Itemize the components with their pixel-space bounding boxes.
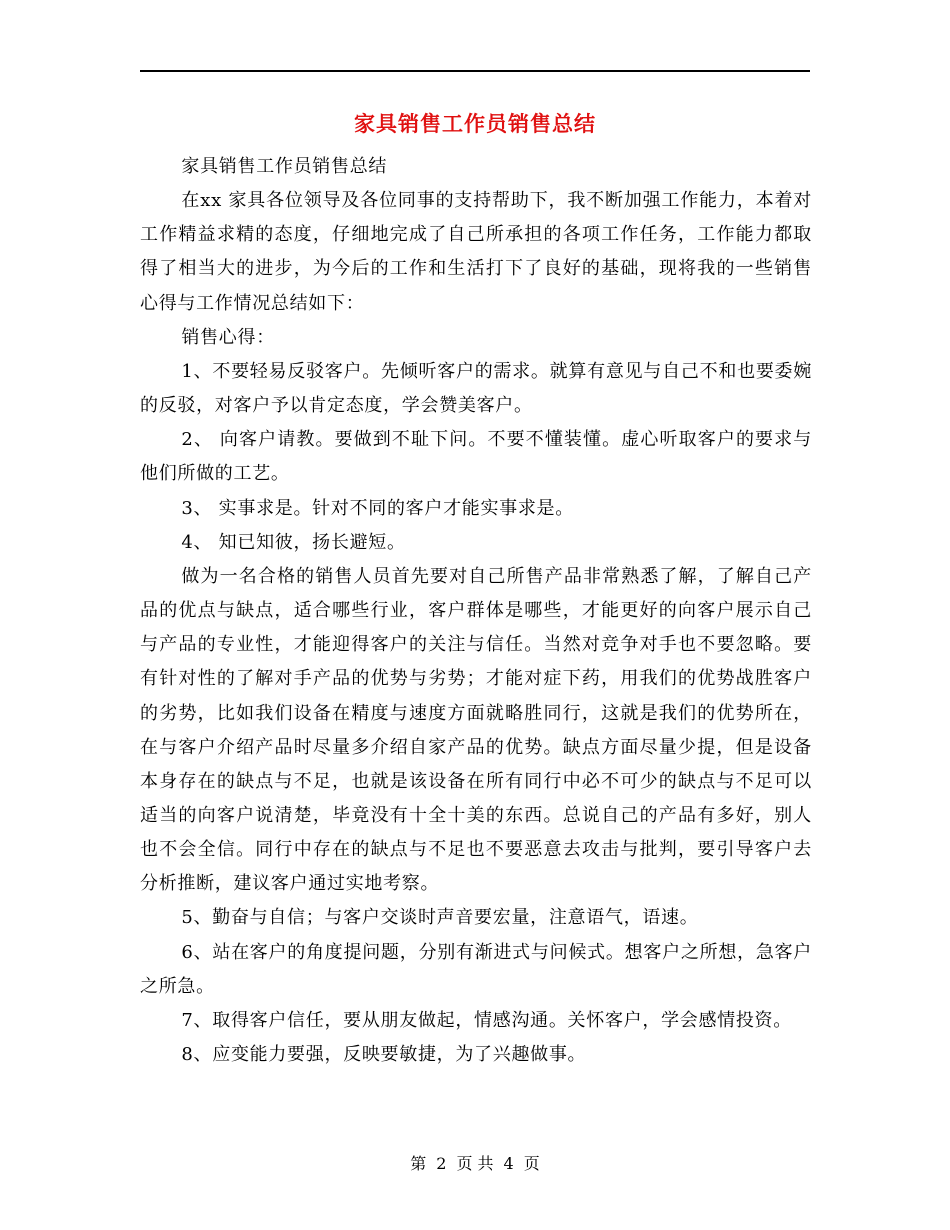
paragraph: 6、站在客户的角度提问题，分别有渐进式与问候式。想客户之所想，急客户之所急。 — [140, 941, 812, 997]
document-body — [140, 150, 812, 1072]
page-footer — [140, 1153, 810, 1175]
paragraph: 4、 知已知彼，扬长避短。 — [181, 531, 406, 553]
footer-label-page: 第 — [410, 1154, 427, 1173]
footer-label-end: 页 — [523, 1154, 540, 1173]
paragraph: 3、 实事求是。针对不同的客户才能实事求是。 — [181, 497, 574, 519]
paragraph: 7、取得客户信任，要从朋友做起，情感沟通。关怀客户，学会感情投资。 — [181, 1009, 792, 1031]
paragraph: 2、 向客户请教。要做到不耻下问。不要不懂装懂。虚心听取客户的要求与他们所做的工艺。 — [140, 429, 812, 485]
paragraph: 家具销售工作员销售总结 — [181, 156, 388, 177]
paragraph: 销售心得： — [181, 326, 275, 348]
document-title: 家具销售工作员销售总结 — [354, 112, 596, 136]
header-rule — [140, 70, 810, 72]
footer-label-of: 页 共 — [456, 1154, 494, 1173]
footer-total-pages: 4 — [503, 1154, 514, 1173]
paragraph: 8、应变能力要强，反映要敏捷，为了兴趣做事。 — [181, 1044, 587, 1066]
paragraph: 做为一名合格的销售人员首先要对自己所售产品非常熟悉了解，了解自己产品的优点与缺点，适合哪些行业，客户群体是哪些，才能更好的向客户展示自己与产品的专业性，才能迎得客户的关注与信任。当然对竞争对手也不要忽略。要有针对性的了解对手产品的优势与劣势；才能对症下药，用我们的优势战胜客户的劣势，比如我们设备在精度与速度方面就略胜同行，这就是我们的优势所在，在与客户介绍产品时尽量多介绍自家产品的优势。缺点方面尽量少提，但是设备本身存在的缺点与不足，也就是该设备在所有同行中必不可少的缺点与不足可以适当的向客户说清楚，毕竟没有十全十美的东西。总说自己的产品有多好，别人也不会全信。同行中存在的缺点与不足也不要恶意去攻击与批判，要引导客户去分析推断，建议客户通过实地考察。 — [140, 565, 812, 895]
paragraph: 5、勤奋与自信；与客户交谈时声音要宏量，注意语气，语速。 — [181, 907, 699, 929]
paragraph: 1、不要轻易反驳客户。先倾听客户的需求。就算有意见与自己不和也要委婉的反驳，对客户予以肯定态度，学会赞美客户。 — [140, 360, 812, 417]
footer-current-page: 2 — [436, 1154, 447, 1173]
paragraph: 在xx 家具各位领导及各位同事的支持帮助下，我不断加强工作能力，本着对工作精益求精的态度，仔细地完成了自己所承担的各项工作任务，工作能力都取得了相当大的进步，为今后的工作和生活打下了良好的基础，现将我的一些销售心得与工作情况总结如下： — [140, 190, 812, 314]
